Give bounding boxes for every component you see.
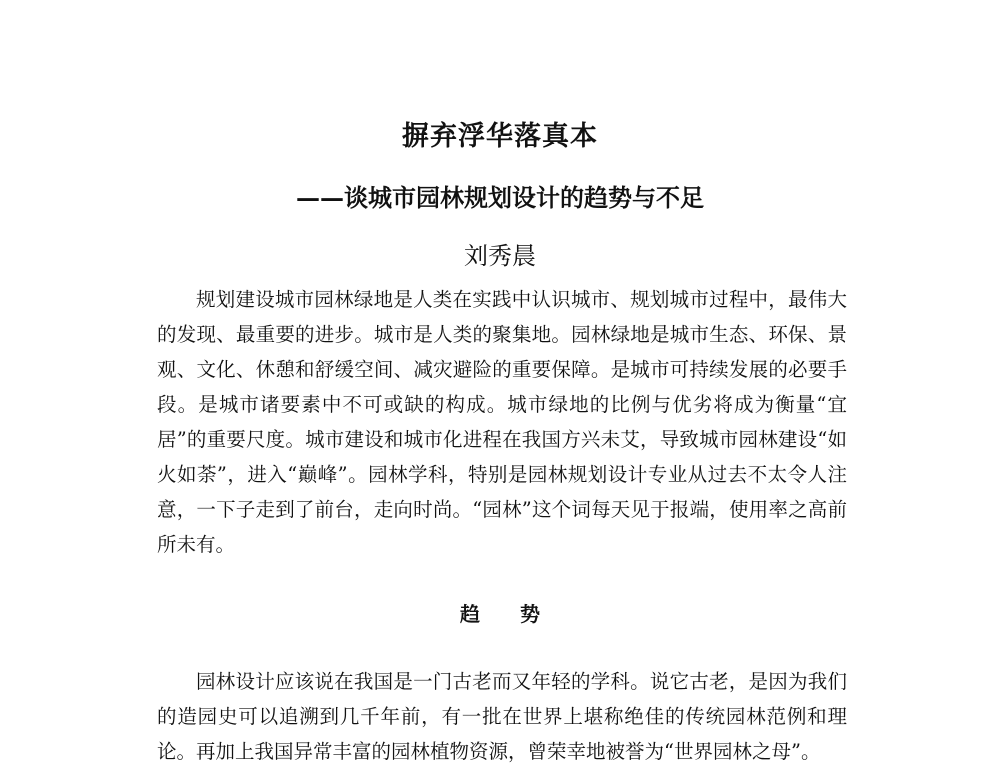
author-name: 刘秀晨 <box>464 242 536 270</box>
intro-paragraph: 规划建设城市园林绿地是人类在实践中认识城市、规划城市过程中，最伟大的发现、最重要的进步。城市是人类的聚集地。园林绿地是城市生态、环保、景观、文化、休憩和舒缓空间、减灾避险的重要保障。是城市可持续发展的必要手段。是城市诸要素中不可或缺的构成。城市绿地的比例与优劣将成为衡量“宜居”的重要尺度。城市建设和城市化进程在我国方兴未艾，导致城市园林建设“如火如荼”，进入“巅峰”。园林学科，特别是园林规划设计专业从过去不太令人注意，一下子走到了前台，走向时尚。“园林”这个词每天见于报端，使用率之高前所未有。 <box>157 288 847 556</box>
section-heading: 趋势 <box>460 602 580 626</box>
article-title: 摒弃浮华落真本 <box>402 121 598 152</box>
article-subtitle: ——谈城市园林规划设计的趋势与不足 <box>296 183 704 212</box>
section-paragraph: 园林设计应该说在我国是一门古老而又年轻的学科。说它古老，是因为我们的造园史可以追溯到几千年前，有一批在世界上堪称绝佳的传统园林范例和理论。再加上我国异常丰富的园林植物资源，曾荣幸地被誉为“世界园林之母”。 <box>157 670 847 763</box>
